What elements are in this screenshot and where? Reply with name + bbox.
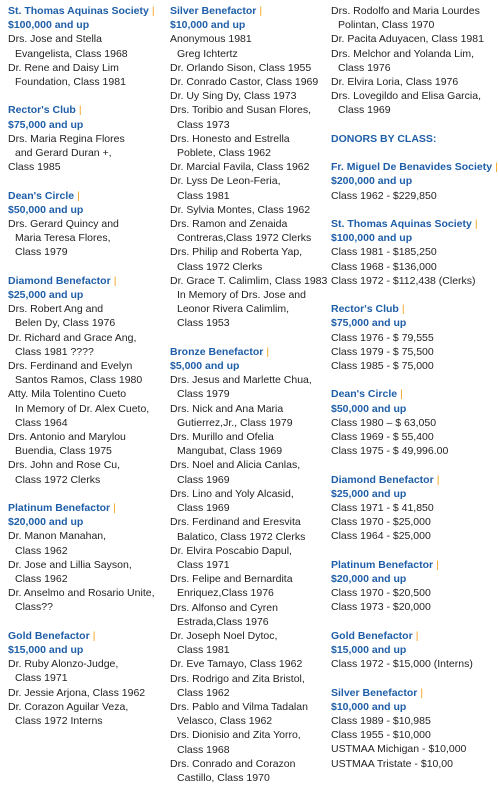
donor-entry-line: Dr. Rene and Daisy Lim bbox=[8, 61, 119, 74]
section-title: Diamond Benefactor bbox=[331, 473, 434, 486]
donor-entry-line: Evangelista, Class 1968 bbox=[15, 47, 128, 60]
donor-entry-line: Dr. Joseph Noel Dytoc, bbox=[170, 629, 278, 642]
donor-entry bbox=[331, 714, 483, 728]
donor-entry-line: Class?? bbox=[15, 601, 53, 614]
benefactor-section bbox=[331, 473, 483, 544]
donor-entry-line: Class 1962 bbox=[15, 544, 68, 557]
donor-entry-line: Santos Ramos, Class 1980 bbox=[15, 374, 143, 387]
donor-entry-line: Class 1979 bbox=[177, 388, 230, 401]
donor-entry bbox=[331, 189, 483, 203]
donor-entry-line: Drs. Felipe and Bernardita bbox=[170, 573, 293, 586]
donor-entry-line: Class 1964 bbox=[15, 416, 68, 429]
donor-entry bbox=[331, 501, 483, 515]
benefactor-section bbox=[331, 302, 483, 373]
donor-entry-line: Maria Teresa Flores, bbox=[15, 232, 111, 245]
section-heading bbox=[331, 160, 498, 174]
section-title: Dean's Circle bbox=[8, 189, 75, 202]
donor-entry bbox=[170, 160, 328, 174]
section-title: Gold Benefactor bbox=[331, 629, 413, 642]
donor-entry-line: Drs. Jesus and Marlette Chua, bbox=[170, 374, 312, 387]
donor-entry-line: Poblete, Class 1962 bbox=[177, 147, 271, 160]
donor-entry bbox=[170, 458, 328, 486]
benefactor-section bbox=[8, 629, 166, 728]
donor-entry-line: Drs. Ramon and Zenaida bbox=[170, 218, 288, 231]
donor-entry-line: Class 1968 bbox=[177, 743, 230, 756]
donor-entry bbox=[331, 274, 483, 288]
donor-entry-line: Class 1972 Clerks bbox=[177, 260, 263, 273]
section-heading bbox=[8, 274, 166, 288]
donor-entry-line: USTMAA Michigan - $10,000 bbox=[331, 743, 467, 756]
section-heading bbox=[8, 189, 166, 203]
donor-entry-line: Gutierrez,Jr., Class 1979 bbox=[177, 416, 293, 429]
donor-entry-line: Dr. Eve Tamayo, Class 1962 bbox=[170, 658, 303, 671]
donor-entry bbox=[170, 75, 328, 89]
donor-entry-line: Enriquez,Class 1976 bbox=[177, 587, 274, 600]
donor-entry-line: Class 1955 - $10,000 bbox=[331, 729, 431, 742]
donor-entry-line: Dr. Corazon Aguilar Veza, bbox=[8, 700, 129, 713]
column-3 bbox=[331, 4, 498, 785]
donor-entry-line: Balatico, Class 1972 Clerks bbox=[177, 530, 306, 543]
donor-entry bbox=[170, 757, 328, 785]
section-title: Rector's Club bbox=[331, 303, 399, 316]
benefactor-section bbox=[8, 274, 166, 487]
separator-mark: | bbox=[495, 161, 498, 174]
donor-entry bbox=[170, 629, 328, 657]
donor-entry bbox=[331, 32, 483, 46]
donor-entry-line: Dr. Orlando Sison, Class 1955 bbox=[170, 61, 312, 74]
donor-entry bbox=[170, 728, 328, 756]
donor-entry-line: Drs. Nick and Ana Maria bbox=[170, 402, 284, 415]
section-amount: $25,000 and up bbox=[331, 487, 407, 500]
donor-entry bbox=[170, 61, 328, 75]
donor-entry-line: Class 1971 bbox=[15, 672, 68, 685]
donor-entry-line: Foundation, Class 1981 bbox=[15, 76, 126, 89]
donor-entry bbox=[331, 529, 483, 543]
donor-entry bbox=[8, 430, 166, 458]
donor-entry-line: Drs. Ferdinand and Evelyn bbox=[8, 360, 133, 373]
column-2 bbox=[170, 4, 328, 799]
donor-entry-line: Atty. Mila Tolentino Cueto bbox=[8, 388, 127, 401]
donor-entry bbox=[170, 402, 328, 430]
separator-mark: | bbox=[78, 104, 82, 117]
section-heading bbox=[331, 217, 483, 231]
benefactor-section bbox=[8, 501, 166, 615]
donor-entry-line: Drs. Rodolfo and Maria Lourdes bbox=[331, 5, 480, 17]
section-title: Rector's Club bbox=[8, 104, 76, 117]
donor-entry bbox=[170, 544, 328, 572]
donors-by-class-heading-block bbox=[331, 132, 483, 146]
section-title: St. Thomas Aquinas Society bbox=[8, 5, 149, 17]
donor-entry-line: and Gerard Duran +, bbox=[15, 147, 112, 160]
donor-entry-line: Drs. Robert Ang and bbox=[8, 303, 104, 316]
separator-mark: | bbox=[92, 629, 96, 642]
donor-entry-line: Class 1981 bbox=[177, 644, 230, 657]
donor-entry bbox=[331, 4, 483, 32]
donor-entry-line: Class 1962 bbox=[177, 686, 230, 699]
donor-entry-line: Drs. Melchor and Yolanda Lim, bbox=[331, 47, 474, 60]
donor-entry-line: Drs. Rodrigo and Zita Bristol, bbox=[170, 672, 305, 685]
donor-entry bbox=[170, 672, 328, 700]
donor-entry bbox=[170, 487, 328, 515]
donor-entry-line: Dr. Jessie Arjona, Class 1962 bbox=[8, 686, 146, 699]
donor-entry bbox=[331, 430, 483, 444]
separator-mark: | bbox=[113, 502, 116, 515]
donor-entry bbox=[170, 103, 328, 131]
donor-entry-line: Class 1985 bbox=[8, 161, 61, 174]
donor-entry-line: Dr. Uy Sing Dy, Class 1973 bbox=[170, 90, 297, 103]
separator-mark: | bbox=[474, 218, 478, 230]
donor-entry-line: Buendia, Class 1975 bbox=[15, 445, 112, 458]
donor-entry-line: Drs. Antonio and Marylou bbox=[8, 431, 126, 444]
section-title: Platinum Benefactor bbox=[331, 558, 434, 571]
donor-entry-line: Class 1981 ???? bbox=[15, 345, 94, 358]
section-amount: $10,000 and up bbox=[331, 700, 407, 713]
section-amount: $10,000 and up bbox=[170, 19, 246, 32]
donor-entry-line: Drs. Maria Regina Flores bbox=[8, 132, 125, 145]
benefactor-section bbox=[8, 4, 166, 89]
donor-entry-line: Belen Dy, Class 1976 bbox=[15, 317, 116, 330]
donor-entry bbox=[331, 600, 483, 614]
donor-entry bbox=[8, 586, 166, 614]
donor-entry-line: Dr. Marcial Favila, Class 1962 bbox=[170, 161, 310, 174]
donor-entry bbox=[8, 458, 166, 486]
section-amount: $20,000 and up bbox=[331, 573, 407, 586]
donor-entry-line: Class 1971 bbox=[177, 558, 230, 571]
donor-entry bbox=[170, 700, 328, 728]
donor-entry bbox=[331, 728, 483, 742]
donor-entry bbox=[331, 742, 483, 756]
donor-entry-line: Class 1971 - $ 41,850 bbox=[331, 502, 434, 515]
donor-entry-line: Drs. Conrado and Corazon bbox=[170, 757, 296, 770]
donor-entry-line: Class 1975 - $ 49,996.00 bbox=[331, 445, 449, 458]
donor-entry bbox=[8, 387, 166, 430]
donor-entry-line: Drs. Lovegildo and Elisa Garcia, bbox=[331, 90, 481, 103]
separator-mark: | bbox=[259, 5, 263, 17]
section-amount: $100,000 and up bbox=[331, 232, 413, 245]
section-heading bbox=[8, 103, 166, 117]
donor-entry bbox=[8, 558, 166, 586]
donor-entry-line: Drs. Murillo and Ofelia bbox=[170, 431, 274, 444]
donor-entry-line: Dr. Ruby Alonzo-Judge, bbox=[8, 658, 119, 671]
donor-entry-line: Dr. Elvira Loria, Class 1976 bbox=[331, 76, 459, 89]
separator-mark: | bbox=[436, 473, 440, 486]
section-amount: $75,000 and up bbox=[8, 118, 84, 131]
section-title: Gold Benefactor bbox=[8, 629, 90, 642]
donor-entry bbox=[331, 260, 483, 274]
donor-entry-line: Drs. Honesto and Estrella bbox=[170, 132, 290, 145]
donor-entry-line: Class 1970 - $20,500 bbox=[331, 587, 431, 600]
section-amount: $25,000 and up bbox=[8, 289, 84, 302]
benefactor-section bbox=[331, 217, 483, 288]
donor-entry bbox=[8, 331, 166, 359]
section-amount: $50,000 and up bbox=[331, 402, 407, 415]
donor-entry-line: Drs. Ferdinand and Eresvita bbox=[170, 516, 301, 529]
separator-mark: | bbox=[420, 686, 424, 699]
donor-entry-line: Class 1973 - $20,000 bbox=[331, 601, 431, 614]
separator-mark: | bbox=[151, 5, 155, 17]
donor-entry bbox=[170, 174, 328, 202]
donor-entry-line: Class 1979 - $ 75,500 bbox=[331, 345, 434, 358]
donor-entry-line: Class 1962 - $229,850 bbox=[331, 189, 437, 202]
benefactor-section bbox=[331, 160, 498, 203]
donor-entry-line: Class 1972 Interns bbox=[15, 715, 103, 728]
donor-entry bbox=[170, 132, 328, 160]
section-amount: $50,000 and up bbox=[8, 203, 84, 216]
donor-entry-line: Class 1976 - $ 79,555 bbox=[331, 331, 434, 344]
donor-entry bbox=[8, 700, 166, 728]
section-title: Bronze Benefactor bbox=[170, 345, 264, 358]
donor-entry-line: Class 1962 bbox=[15, 573, 68, 586]
donor-entry-line: Class 1972 - $15,000 (Interns) bbox=[331, 658, 473, 671]
section-heading bbox=[331, 302, 483, 316]
donor-entry-line: Leonor Rivera Calimlim, bbox=[177, 303, 290, 316]
donor-entry bbox=[8, 359, 166, 387]
donor-entry-line: Class 1972 Clerks bbox=[15, 473, 101, 486]
section-title: Fr. Miguel De Benavides Society bbox=[331, 161, 493, 174]
donor-entry-line: Class 1970 - $25,000 bbox=[331, 516, 431, 529]
section-title: Diamond Benefactor bbox=[8, 274, 111, 287]
donor-entry-line: Drs. Gerard Quincy and bbox=[8, 218, 119, 231]
section-title: St. Thomas Aquinas Society bbox=[331, 218, 472, 230]
donor-entry-line: Drs. Toribio and Susan Flores, bbox=[170, 104, 312, 117]
donor-entry-line: Dr. Anselmo and Rosario Unite, bbox=[8, 587, 155, 600]
donor-entry-line: Class 1980 – $ 63,050 bbox=[331, 416, 437, 429]
benefactor-section bbox=[331, 558, 483, 615]
donors-by-class-sections bbox=[331, 160, 498, 771]
donor-entry bbox=[331, 47, 483, 75]
donor-entry bbox=[8, 657, 166, 685]
donor-entry bbox=[331, 657, 483, 671]
donor-entry-line: Estrada,Class 1976 bbox=[177, 615, 269, 628]
separator-mark: | bbox=[77, 189, 80, 202]
benefactor-section bbox=[8, 189, 166, 260]
section-heading bbox=[331, 473, 483, 487]
donor-entry bbox=[170, 274, 328, 331]
donor-entry-line: Class 1981 bbox=[177, 189, 230, 202]
donor-entry-line: Class 1969 bbox=[177, 502, 230, 515]
donor-entry-line: Mangubat, Class 1969 bbox=[177, 445, 283, 458]
donor-entry-line: USTMAA Tristate - $10,00 bbox=[331, 757, 453, 770]
donor-entry-line: Class 1981 - $185,250 bbox=[331, 246, 437, 259]
donor-entry bbox=[170, 245, 328, 273]
donor-entry bbox=[8, 132, 166, 160]
donor-entry bbox=[170, 601, 328, 629]
donor-entry-line: Class 1979 bbox=[15, 246, 68, 259]
donor-entry bbox=[331, 757, 483, 771]
section-title: Silver Benefactor bbox=[331, 686, 418, 699]
section-amount: $100,000 and up bbox=[8, 19, 90, 32]
donor-entry-line: Anonymous 1981 bbox=[170, 33, 252, 46]
donor-entry-line: Dr. Sylvia Montes, Class 1962 bbox=[170, 203, 311, 216]
continued-entries bbox=[331, 4, 483, 118]
donor-entry-line: Class 1973 bbox=[177, 118, 230, 131]
donor-entry bbox=[331, 245, 483, 259]
donor-entry-line: Dr. Richard and Grace Ang, bbox=[8, 331, 137, 344]
donor-entry-line: Dr. Conrado Castor, Class 1969 bbox=[170, 76, 319, 89]
donor-entry-line: Drs. Pablo and Vilma Tadalan bbox=[170, 700, 308, 713]
donor-entry-line: Contreras,Class 1972 Clerks bbox=[177, 232, 312, 245]
donor-entry-line: Class 1972 - $112,438 (Clerks) bbox=[331, 274, 476, 287]
donor-entry bbox=[170, 657, 328, 671]
donor-entry-line: Class 1968 - $136,000 bbox=[331, 260, 437, 273]
donor-entry-line: Class 1969 - $ 55,400 bbox=[331, 431, 434, 444]
donor-entry bbox=[170, 217, 328, 245]
donor-entry-line: Class 1985 - $ 75,000 bbox=[331, 360, 434, 373]
section-amount: $20,000 and up bbox=[8, 516, 84, 529]
donor-entry bbox=[8, 529, 166, 557]
benefactor-section bbox=[331, 686, 483, 771]
section-heading bbox=[8, 501, 166, 515]
donor-entry bbox=[170, 203, 328, 217]
donor-entry-line: Polintan, Class 1970 bbox=[338, 19, 435, 32]
donor-entry-line: Drs. Noel and Alicia Canlas, bbox=[170, 459, 301, 472]
section-heading bbox=[331, 629, 483, 643]
donor-entry bbox=[8, 302, 166, 330]
donor-entry bbox=[8, 61, 166, 89]
donor-entry-line: In Memory of Dr. Alex Cueto, bbox=[15, 402, 150, 415]
donor-entry bbox=[170, 89, 328, 103]
section-heading bbox=[331, 686, 483, 700]
donor-entry-line: Drs. Jose and Stella bbox=[8, 33, 102, 46]
donor-entry bbox=[170, 572, 328, 600]
separator-mark: | bbox=[436, 558, 439, 571]
donor-entry-line: In Memory of Drs. Jose and bbox=[177, 289, 306, 302]
separator-mark: | bbox=[401, 303, 405, 316]
section-amount: $15,000 and up bbox=[331, 644, 407, 657]
donor-entry bbox=[331, 444, 483, 458]
donor-entry bbox=[8, 217, 166, 260]
donor-entry-line: Drs. Lino and Yoly Alcasid, bbox=[170, 487, 294, 500]
section-heading bbox=[170, 345, 328, 359]
donor-entry bbox=[8, 32, 166, 60]
separator-mark: | bbox=[400, 388, 403, 401]
donor-entry bbox=[170, 32, 328, 60]
column-1 bbox=[8, 4, 166, 742]
donor-entry-line: Velasco, Class 1962 bbox=[177, 715, 273, 728]
donor-entry bbox=[170, 373, 328, 401]
benefactor-section bbox=[331, 629, 483, 672]
donor-entry bbox=[331, 586, 483, 600]
benefactor-section bbox=[8, 103, 166, 174]
donor-entry-line: Class 1969 bbox=[177, 473, 230, 486]
donor-entry-line: Class 1976 bbox=[338, 61, 391, 74]
section-title: Platinum Benefactor bbox=[8, 502, 111, 515]
benefactor-section bbox=[170, 345, 328, 785]
section-title: Silver Benefactor bbox=[170, 5, 257, 17]
donor-entry-line: Dr. Jose and Lillia Sayson, bbox=[8, 558, 132, 571]
separator-mark: | bbox=[113, 274, 117, 287]
donor-entry-line: Class 1969 bbox=[338, 104, 391, 117]
donor-entry-line: Class 1953 bbox=[177, 317, 230, 330]
section-heading bbox=[331, 558, 483, 572]
donor-entry-line: Dr. Lyss De Leon-Feria, bbox=[170, 175, 281, 188]
donor-entry bbox=[331, 345, 483, 359]
donor-entry-line: Dr. Grace T. Calimlim, Class 1983 bbox=[170, 274, 328, 287]
donor-entry-line: Castillo, Class 1970 bbox=[177, 771, 270, 784]
donor-entry-line: Drs. John and Rose Cu, bbox=[8, 459, 121, 472]
section-title: Dean's Circle bbox=[331, 388, 398, 401]
donor-entry bbox=[331, 359, 483, 373]
separator-mark: | bbox=[415, 629, 419, 642]
benefactor-section bbox=[331, 387, 483, 458]
donor-entry-line: Dr. Elvira Poscabio Dapul, bbox=[170, 544, 292, 557]
donor-entry bbox=[170, 515, 328, 543]
section-amount: $200,000 and up bbox=[331, 175, 413, 188]
donor-entry-line: Drs. Dionisio and Zita Yorro, bbox=[170, 729, 301, 742]
separator-mark: | bbox=[266, 345, 270, 358]
donor-entry bbox=[8, 160, 166, 174]
donor-entry-line: Class 1964 - $25,000 bbox=[331, 530, 431, 543]
section-heading bbox=[8, 629, 166, 643]
donor-entry-line: Drs. Philip and Roberta Yap, bbox=[170, 246, 303, 259]
donor-entry-line: Class 1989 - $10,985 bbox=[331, 715, 431, 728]
section-heading bbox=[8, 4, 166, 18]
section-amount: $15,000 and up bbox=[8, 644, 84, 657]
donor-entry bbox=[331, 515, 483, 529]
donor-entry bbox=[170, 430, 328, 458]
donor-entry bbox=[331, 416, 483, 430]
section-amount: $5,000 and up bbox=[170, 360, 240, 373]
donor-entry bbox=[331, 89, 483, 117]
benefactor-section bbox=[170, 4, 328, 331]
donor-entry bbox=[331, 75, 483, 89]
donor-entry-line: Dr. Pacita Aduyacen, Class 1981 bbox=[331, 33, 484, 46]
donor-entry bbox=[331, 331, 483, 345]
donor-entry-line: Drs. Alfonso and Cyren bbox=[170, 601, 278, 614]
donors-by-class-title: DONORS BY CLASS: bbox=[331, 132, 437, 145]
section-amount: $75,000 and up bbox=[331, 317, 407, 330]
donor-entry bbox=[8, 686, 166, 700]
donor-entry-line: Greg Ichtertz bbox=[177, 47, 238, 60]
section-heading bbox=[331, 387, 483, 401]
donor-entry-line: Dr. Manon Manahan, bbox=[8, 530, 107, 543]
section-heading bbox=[170, 4, 328, 18]
